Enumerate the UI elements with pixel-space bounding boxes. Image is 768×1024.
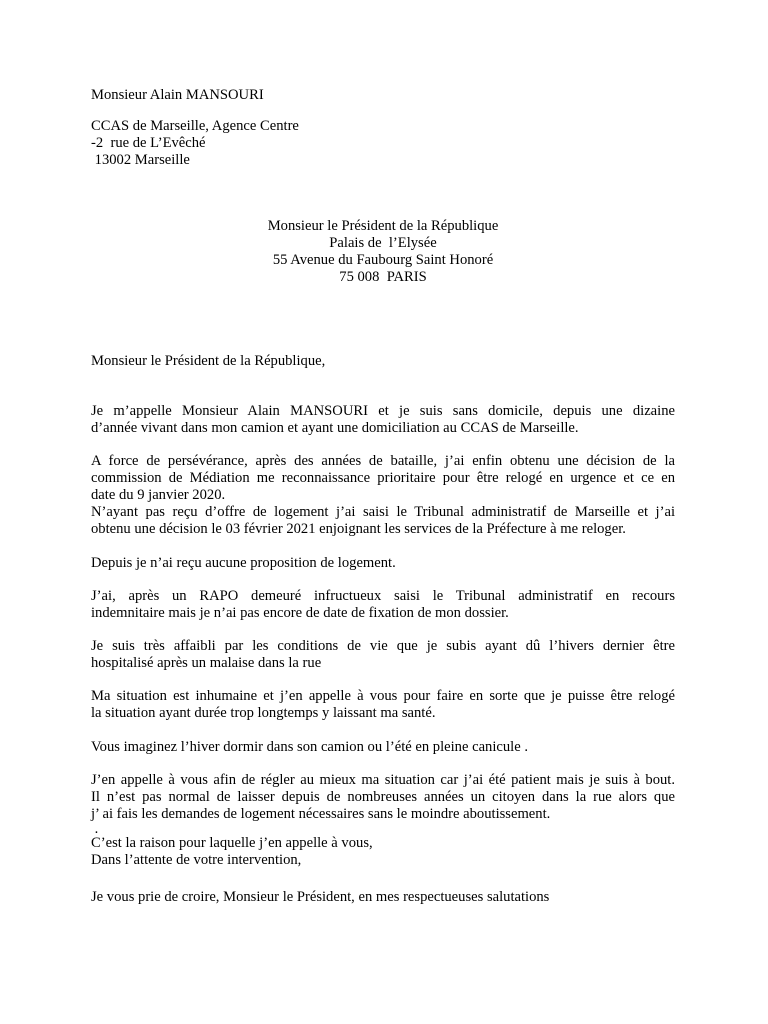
recipient-city: 75 008 PARIS: [339, 269, 427, 285]
paragraph-8: [91, 772, 675, 869]
recipient-title: Monsieur le Président de la République: [267, 218, 499, 234]
paragraph-line: obtenu une décision le 03 février 2021 enjoignant les services de la Préfecture à me reloger.: [91, 521, 626, 537]
recipient-block: [91, 218, 675, 286]
sender-name: Monsieur Alain MANSOURI: [91, 87, 264, 103]
paragraph-line: J’en appelle à vous afin de régler au mieux ma situation car j’ai été patient mais je suis à bout.: [91, 772, 675, 788]
sender-address: [91, 118, 675, 169]
paragraph-line: date du 9 janvier 2020.: [91, 487, 226, 503]
paragraph-5: [91, 638, 675, 672]
paragraph-7: [91, 739, 675, 756]
paragraph-line: commission de Médiation me reconnaissance prioritaire pour être relogé en urgence et ce en: [91, 470, 675, 486]
paragraph-line: Ma situation est inhumaine et j’en appelle à vous pour faire en sorte que je puisse être relogé: [91, 688, 675, 704]
paragraph-line: Il n’est pas normal de laisser depuis de nombreuses années un citoyen dans la rue alors que: [91, 789, 675, 805]
paragraph-line: Je m’appelle Monsieur Alain MANSOURI et je suis sans domicile, depuis une dizaine: [91, 403, 675, 419]
paragraph-line: Dans l’attente de votre intervention,: [91, 852, 302, 868]
salutation: [91, 353, 675, 370]
paragraph-line: A force de persévérance, après des années de bataille, j’ai enfin obtenu une décision de la: [91, 453, 675, 469]
paragraph-6: [91, 688, 675, 722]
recipient-street: 55 Avenue du Faubourg Saint Honoré: [272, 252, 494, 268]
paragraph-line: N’ayant pas reçu d’offre de logement j’ai saisi le Tribunal administratif de Marseille et j’ai: [91, 504, 675, 520]
paragraph-line: C’est la raison pour laquelle j’en appelle à vous,: [91, 835, 373, 851]
sender-street: -2 rue de L’Evêché: [91, 135, 206, 151]
paragraph-line: la situation ayant durée trop longtemps y laissant ma santé.: [91, 705, 436, 721]
sender-block: [91, 87, 675, 104]
paragraph-3: [91, 555, 675, 572]
salutation-text: Monsieur le Président de la République,: [91, 353, 326, 369]
paragraph-line: .: [91, 821, 99, 837]
paragraph-line: Je vous prie de croire, Monsieur le Président, en mes respectueuses salutations: [91, 889, 550, 905]
paragraph-line: j’ ai fais les demandes de logement nécessaires sans le moindre aboutissement.: [91, 806, 551, 822]
paragraph-1: [91, 403, 675, 437]
recipient-place: Palais de l’Elysée: [329, 235, 437, 251]
paragraph-line: Vous imaginez l’hiver dormir dans son camion ou l’été en pleine canicule .: [91, 739, 529, 755]
closing-paragraph: [91, 889, 675, 906]
paragraph-line: d’année vivant dans mon camion et ayant une domiciliation au CCAS de Marseille.: [91, 420, 579, 436]
paragraph-2: [91, 453, 675, 538]
paragraph-line: hospitalisé après un malaise dans la rue: [91, 655, 322, 671]
sender-org: CCAS de Marseille, Agence Centre: [91, 118, 299, 134]
paragraph-line: indemnitaire mais je n’ai pas encore de date de fixation de mon dossier.: [91, 605, 509, 621]
paragraph-line: Depuis je n’ai reçu aucune proposition de logement.: [91, 555, 396, 571]
sender-city: 13002 Marseille: [91, 152, 190, 168]
paragraph-line: Je suis très affaibli par les conditions de vie que je subis ayant dû l’hivers dernier être: [91, 638, 675, 654]
paragraph-line: J’ai, après un RAPO demeuré infructueux saisi le Tribunal administratif en recours: [91, 588, 675, 604]
paragraph-4: [91, 588, 675, 622]
